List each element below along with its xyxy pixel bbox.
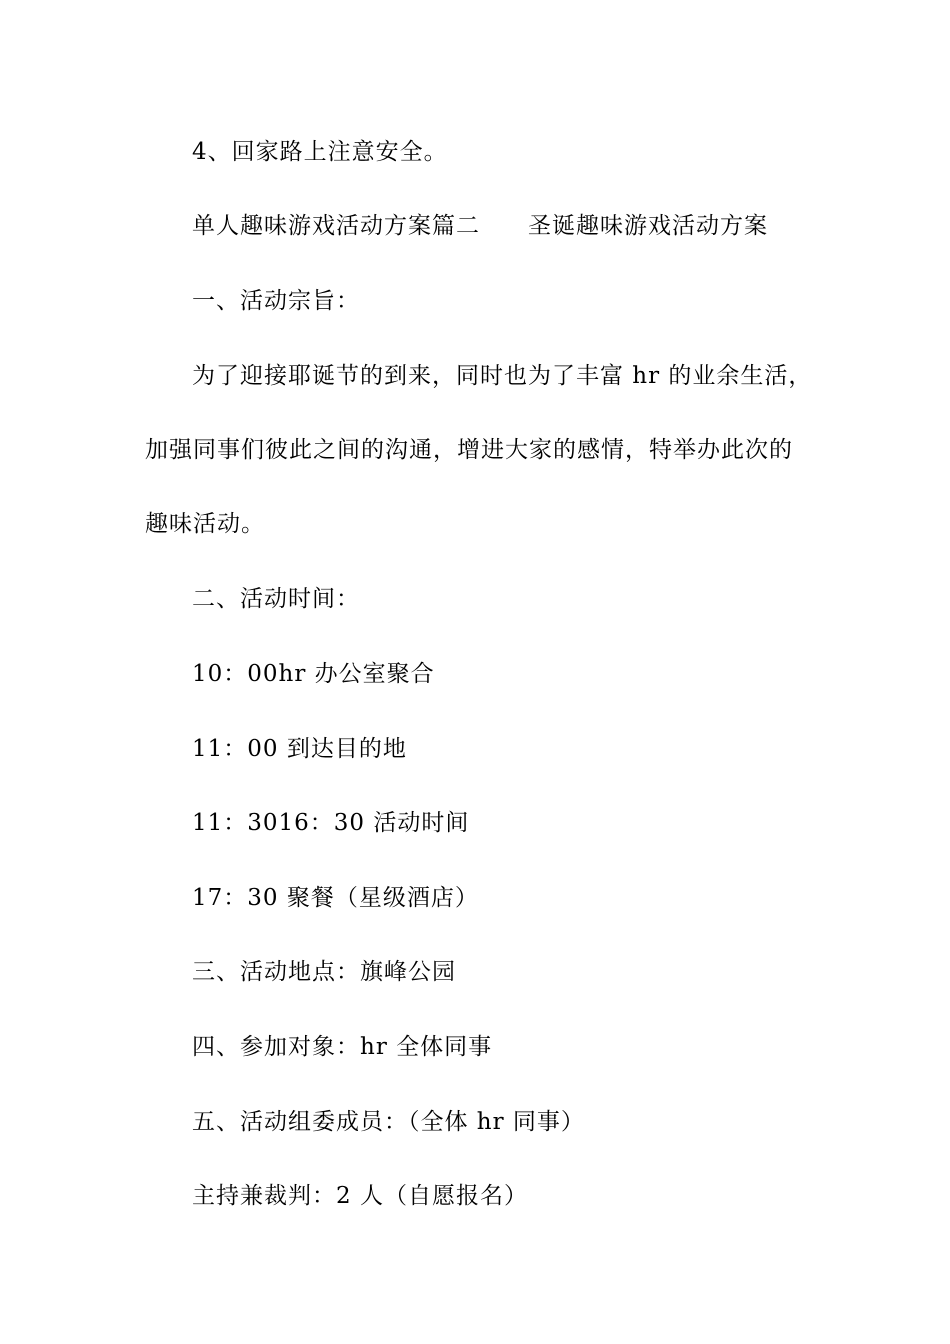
schedule-item: 11：3016：30 活动时间 [192, 810, 470, 836]
schedule-item: 17：30 聚餐（星级酒店） [192, 885, 479, 911]
heading-participants: 四、参加对象：hr 全体同事 [192, 1034, 493, 1060]
section-heading [192, 211, 768, 241]
paragraph-line: 趣味活动。 [145, 511, 265, 537]
paragraph-line: 为了迎接耶诞节的到来，同时也为了丰富 hr 的业余生活， [192, 363, 813, 389]
section-subtitle: 圣诞趣味游戏活动方案 [528, 213, 768, 239]
schedule-item: 10：00hr 办公室聚合 [192, 661, 435, 687]
schedule-item: 11：00 到达目的地 [192, 736, 407, 762]
heading-purpose: 一、活动宗旨： [192, 288, 360, 314]
heading-location: 三、活动地点：旗峰公园 [192, 959, 456, 985]
list-item-safety: 4、回家路上注意安全。 [192, 139, 448, 165]
paragraph-line: 加强同事们彼此之间的沟通，增进大家的感情，特举办此次的 [145, 437, 793, 463]
section-title: 单人趣味游戏活动方案篇二 [192, 213, 480, 239]
host-referee-line: 主持兼裁判：2 人（自愿报名） [192, 1183, 528, 1209]
heading-committee: 五、活动组委成员：（全体 hr 同事） [192, 1109, 585, 1135]
heading-time: 二、活动时间： [192, 586, 360, 612]
